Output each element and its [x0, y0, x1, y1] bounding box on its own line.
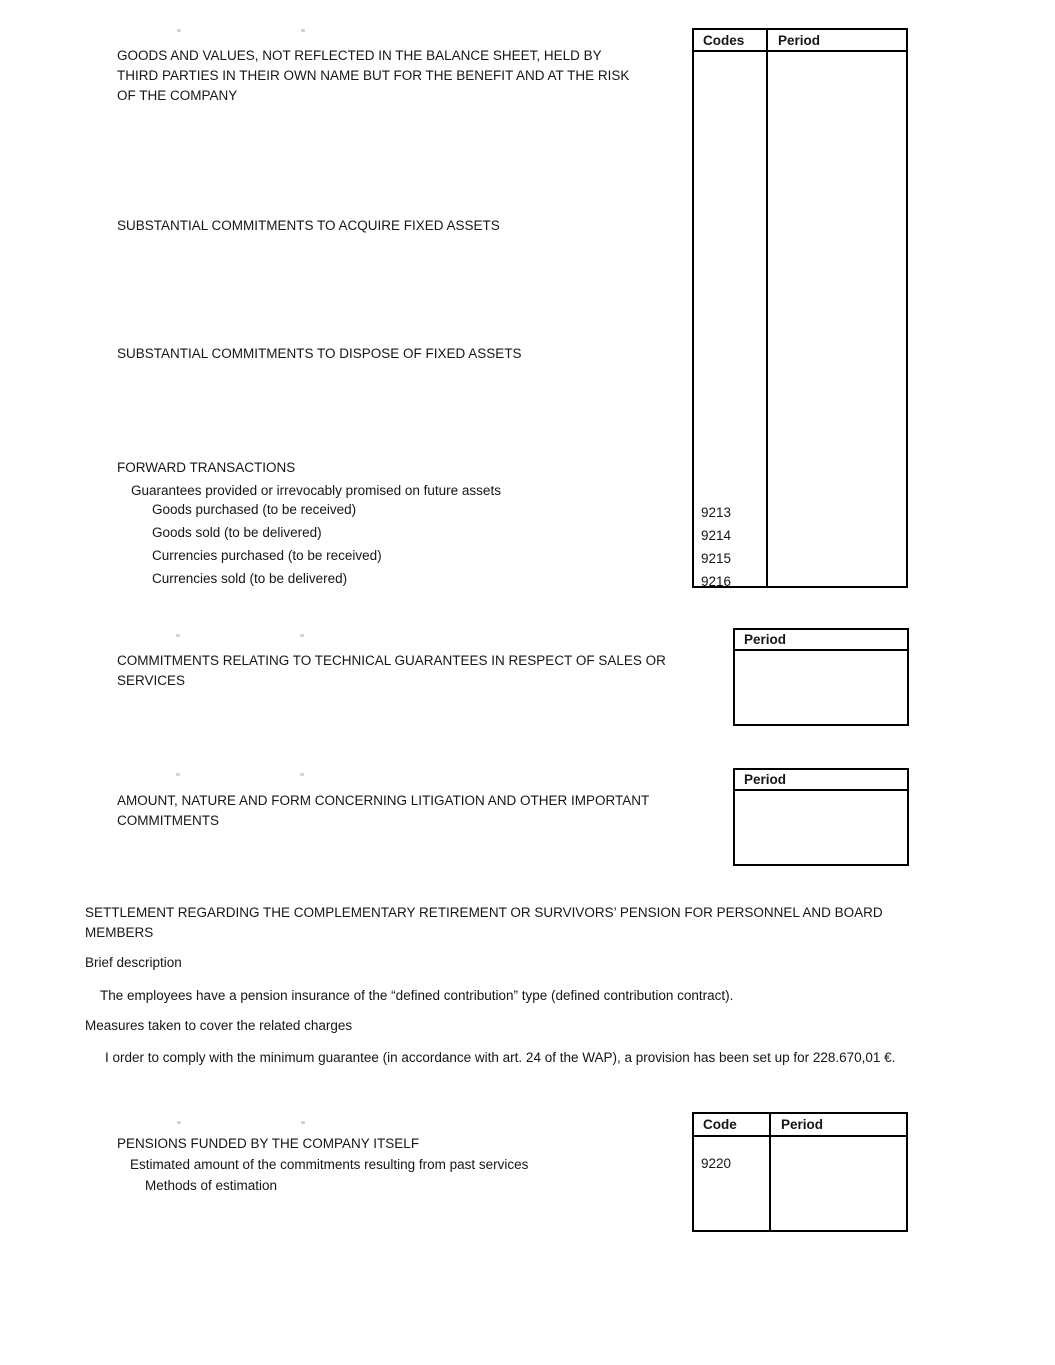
- codes-column-header: Codes: [703, 33, 745, 48]
- litigation-heading-line: AMOUNT, NATURE AND FORM CONCERNING LITIGATION AND OTHER IMPORTANT: [117, 793, 650, 808]
- forward-item-code: 9216: [701, 574, 732, 589]
- period-table-litigation: [733, 768, 909, 866]
- code-column-header: Code: [703, 1117, 737, 1132]
- goods-heading-line: THIRD PARTIES IN THEIR OWN NAME BUT FOR THE BENEFIT AND AT THE RISK: [117, 68, 630, 83]
- scan-speck: [176, 634, 180, 637]
- technical-heading-line: COMMITMENTS RELATING TO TECHNICAL GUARANTEES IN RESPECT OF SALES OR: [117, 653, 666, 668]
- forward-item-label: Goods sold (to be delivered): [152, 525, 322, 540]
- settlement-heading-line: MEMBERS: [85, 925, 154, 940]
- table-column-divider: [766, 30, 768, 586]
- period-column-header: Period: [778, 33, 821, 48]
- forward-item-code: 9213: [701, 505, 732, 520]
- table-column-divider: [769, 1114, 771, 1230]
- scan-speck: [301, 1121, 305, 1124]
- table-header-divider: [735, 649, 907, 651]
- goods-heading-line: OF THE COMPANY: [117, 88, 238, 103]
- acquire-heading: SUBSTANTIAL COMMITMENTS TO ACQUIRE FIXED ASSETS: [117, 218, 500, 233]
- forward-item-code: 9215: [701, 551, 732, 566]
- forward-item-code: 9214: [701, 528, 732, 543]
- scan-speck: [300, 634, 304, 637]
- pensions-heading: PENSIONS FUNDED BY THE COMPANY ITSELF: [117, 1136, 420, 1151]
- measures-text: I order to comply with the minimum guarantee (in accordance with art. 24 of the WAP), a provision has been set up for 228.670,01 €.: [105, 1050, 896, 1065]
- settlement-heading-line: SETTLEMENT REGARDING THE COMPLEMENTARY RETIREMENT OR SURVIVORS’ PENSION FOR PERSONNEL AND BOARD: [85, 905, 883, 920]
- table-header-divider: [735, 789, 907, 791]
- scan-speck: [300, 773, 304, 776]
- brief-description-label: Brief description: [85, 955, 182, 970]
- codes-period-table: [692, 28, 908, 588]
- litigation-heading-line: COMMITMENTS: [117, 813, 219, 828]
- pensions-item-code: 9220: [701, 1156, 732, 1171]
- measures-label: Measures taken to cover the related charges: [85, 1018, 353, 1033]
- goods-heading: [117, 46, 629, 106]
- forward-item-label: Goods purchased (to be received): [152, 502, 357, 517]
- forward-subheading: Guarantees provided or irrevocably promised on future assets: [131, 483, 501, 498]
- forward-heading: FORWARD TRANSACTIONS: [117, 460, 296, 475]
- period-column-header: Period: [744, 772, 787, 787]
- period-column-header: Period: [744, 632, 787, 647]
- scan-speck: [177, 29, 181, 32]
- goods-heading-line: GOODS AND VALUES, NOT REFLECTED IN THE BALANCE SHEET, HELD BY: [117, 48, 602, 63]
- technical-heading-line: SERVICES: [117, 673, 186, 688]
- litigation-heading: [117, 791, 649, 831]
- technical-heading: [117, 651, 666, 691]
- methods-label: Methods of estimation: [145, 1178, 278, 1193]
- dispose-heading: SUBSTANTIAL COMMITMENTS TO DISPOSE OF FIXED ASSETS: [117, 346, 522, 361]
- scan-speck: [301, 29, 305, 32]
- code-period-table-pensions: [692, 1112, 908, 1232]
- period-table-technical: [733, 628, 909, 726]
- table-header-divider: [694, 50, 906, 52]
- settlement-heading: [85, 903, 883, 943]
- brief-description-text: The employees have a pension insurance of the “defined contribution” type (defined contribution contract).: [100, 988, 734, 1003]
- scan-speck: [176, 773, 180, 776]
- scan-speck: [177, 1121, 181, 1124]
- pensions-item-label: Estimated amount of the commitments resulting from past services: [130, 1157, 529, 1172]
- forward-item-label: Currencies sold (to be delivered): [152, 571, 348, 586]
- forward-item-label: Currencies purchased (to be received): [152, 548, 382, 563]
- period-column-header: Period: [781, 1117, 824, 1132]
- table-header-divider: [694, 1135, 906, 1137]
